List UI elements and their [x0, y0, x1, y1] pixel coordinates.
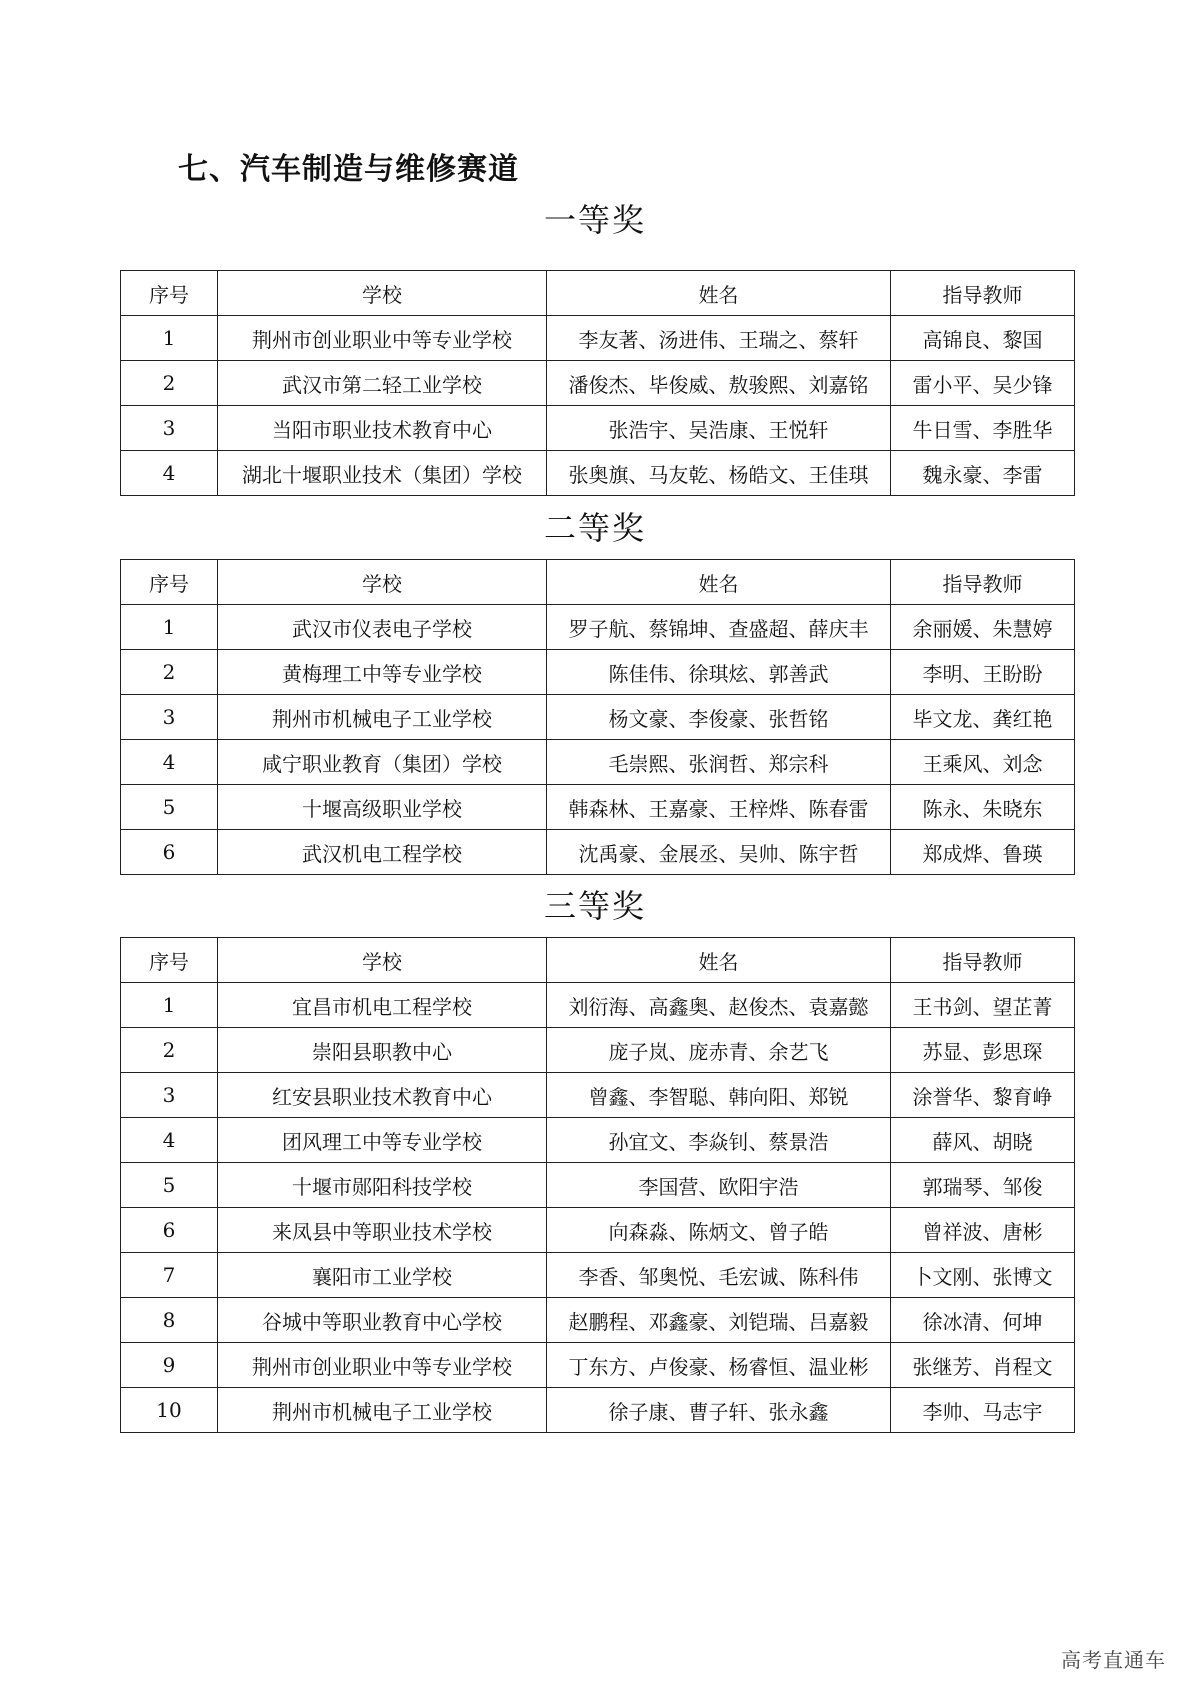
table-row	[121, 1028, 1075, 1073]
table-row	[121, 830, 1075, 875]
col-header-school: 学校	[218, 271, 547, 316]
cell-school: 咸宁职业教育（集团）学校	[218, 740, 547, 785]
cell-advisors: 李帅、马志宇	[891, 1388, 1075, 1433]
table-row	[121, 605, 1075, 650]
cell-school: 谷城中等职业教育中心学校	[218, 1298, 547, 1343]
cell-no: 1	[121, 316, 218, 361]
cell-no: 1	[121, 983, 218, 1028]
cell-no: 5	[121, 1163, 218, 1208]
cell-advisors: 牛日雪、李胜华	[891, 406, 1075, 451]
cell-no: 10	[121, 1388, 218, 1433]
cell-names: 陈佳伟、徐琪炫、郭善武	[547, 650, 891, 695]
cell-advisors: 张继芳、肖程文	[891, 1343, 1075, 1388]
col-header-names: 姓名	[547, 271, 891, 316]
col-header-school: 学校	[218, 560, 547, 605]
table-row	[121, 1073, 1075, 1118]
cell-names: 李香、邹奥悦、毛宏诚、陈科伟	[547, 1253, 891, 1298]
cell-names: 曾鑫、李智聪、韩向阳、郑锐	[547, 1073, 891, 1118]
cell-names: 李国营、欧阳宇浩	[547, 1163, 891, 1208]
cell-school: 崇阳县职教中心	[218, 1028, 547, 1073]
table-row	[121, 785, 1075, 830]
cell-school: 襄阳市工业学校	[218, 1253, 547, 1298]
cell-names: 徐子康、曹子轩、张永鑫	[547, 1388, 891, 1433]
award-table-first	[120, 270, 1075, 496]
cell-advisors: 王乘风、刘念	[891, 740, 1075, 785]
col-header-advisors: 指导教师	[891, 560, 1075, 605]
cell-advisors: 李明、王盼盼	[891, 650, 1075, 695]
section-title: 七、汽车制造与维修赛道	[178, 152, 519, 187]
cell-no: 7	[121, 1253, 218, 1298]
cell-school: 荆州市创业职业中等专业学校	[218, 1343, 547, 1388]
cell-school: 宜昌市机电工程学校	[218, 983, 547, 1028]
cell-names: 张浩宇、吴浩康、王悦轩	[547, 406, 891, 451]
col-header-school: 学校	[218, 938, 547, 983]
cell-school: 荆州市机械电子工业学校	[218, 695, 547, 740]
cell-no: 6	[121, 1208, 218, 1253]
table-row	[121, 695, 1075, 740]
col-header-no: 序号	[121, 938, 218, 983]
cell-names: 孙宜文、李焱钊、蔡景浩	[547, 1118, 891, 1163]
cell-advisors: 郑成烨、鲁瑛	[891, 830, 1075, 875]
table-row	[121, 650, 1075, 695]
cell-names: 向森淼、陈炳文、曾子皓	[547, 1208, 891, 1253]
cell-advisors: 王书剑、望芷菁	[891, 983, 1075, 1028]
cell-advisors: 陈永、朱晓东	[891, 785, 1075, 830]
cell-names: 李友著、汤进伟、王瑞之、蔡轩	[547, 316, 891, 361]
cell-names: 庞子岚、庞赤青、余艺飞	[547, 1028, 891, 1073]
cell-no: 4	[121, 740, 218, 785]
cell-names: 潘俊杰、毕俊威、敖骏熙、刘嘉铭	[547, 361, 891, 406]
cell-school: 来凤县中等职业技术学校	[218, 1208, 547, 1253]
award-heading-second: 二等奖	[543, 509, 646, 547]
cell-advisors: 薛风、胡晓	[891, 1118, 1075, 1163]
cell-names: 丁东方、卢俊豪、杨睿恒、温业彬	[547, 1343, 891, 1388]
cell-advisors: 涂誉华、黎育峥	[891, 1073, 1075, 1118]
cell-school: 湖北十堰职业技术（集团）学校	[218, 451, 547, 496]
table-row	[121, 1208, 1075, 1253]
cell-no: 3	[121, 695, 218, 740]
table-header-row	[121, 560, 1075, 605]
cell-school: 武汉市仪表电子学校	[218, 605, 547, 650]
cell-school: 荆州市创业职业中等专业学校	[218, 316, 547, 361]
cell-school: 当阳市职业技术教育中心	[218, 406, 547, 451]
table-row	[121, 740, 1075, 785]
table-row	[121, 1298, 1075, 1343]
cell-advisors: 高锦良、黎国	[891, 316, 1075, 361]
table-row	[121, 451, 1075, 496]
cell-advisors: 卜文刚、张博文	[891, 1253, 1075, 1298]
cell-names: 罗子航、蔡锦坤、查盛超、薛庆丰	[547, 605, 891, 650]
cell-names: 韩森林、王嘉豪、王梓烨、陈春雷	[547, 785, 891, 830]
cell-no: 3	[121, 406, 218, 451]
cell-no: 2	[121, 361, 218, 406]
cell-names: 赵鹏程、邓鑫豪、刘铠瑞、吕嘉毅	[547, 1298, 891, 1343]
cell-advisors: 曾祥波、唐彬	[891, 1208, 1075, 1253]
table-header-row	[121, 271, 1075, 316]
award-heading-third: 三等奖	[543, 887, 646, 925]
cell-no: 1	[121, 605, 218, 650]
cell-advisors: 余丽媛、朱慧婷	[891, 605, 1075, 650]
cell-names: 毛崇熙、张润哲、郑宗科	[547, 740, 891, 785]
cell-no: 2	[121, 650, 218, 695]
cell-names: 杨文豪、李俊豪、张哲铭	[547, 695, 891, 740]
cell-no: 5	[121, 785, 218, 830]
cell-school: 十堰市郧阳科技学校	[218, 1163, 547, 1208]
cell-no: 3	[121, 1073, 218, 1118]
col-header-names: 姓名	[547, 560, 891, 605]
cell-school: 团风理工中等专业学校	[218, 1118, 547, 1163]
cell-school: 荆州市机械电子工业学校	[218, 1388, 547, 1433]
col-header-names: 姓名	[547, 938, 891, 983]
table-row	[121, 1163, 1075, 1208]
cell-no: 4	[121, 1118, 218, 1163]
watermark: 高考直通车	[1061, 1648, 1166, 1672]
table-row	[121, 1343, 1075, 1388]
cell-advisors: 魏永豪、李雷	[891, 451, 1075, 496]
col-header-advisors: 指导教师	[891, 271, 1075, 316]
cell-school: 武汉机电工程学校	[218, 830, 547, 875]
award-table-third	[120, 937, 1075, 1433]
col-header-no: 序号	[121, 560, 218, 605]
award-heading-first: 一等奖	[543, 201, 646, 239]
cell-no: 9	[121, 1343, 218, 1388]
cell-school: 黄梅理工中等专业学校	[218, 650, 547, 695]
table-row	[121, 406, 1075, 451]
cell-advisors: 苏显、彭思琛	[891, 1028, 1075, 1073]
table-row	[121, 1253, 1075, 1298]
cell-no: 8	[121, 1298, 218, 1343]
table-row	[121, 1388, 1075, 1433]
cell-advisors: 徐冰清、何坤	[891, 1298, 1075, 1343]
cell-advisors: 毕文龙、龚红艳	[891, 695, 1075, 740]
cell-no: 2	[121, 1028, 218, 1073]
cell-names: 沈禹豪、金展丞、吴帅、陈宇哲	[547, 830, 891, 875]
cell-names: 张奥旗、马友乾、杨皓文、王佳琪	[547, 451, 891, 496]
table-row	[121, 1118, 1075, 1163]
table-row	[121, 361, 1075, 406]
table-header-row	[121, 938, 1075, 983]
cell-school: 武汉市第二轻工业学校	[218, 361, 547, 406]
col-header-no: 序号	[121, 271, 218, 316]
table-row	[121, 983, 1075, 1028]
cell-school: 十堰高级职业学校	[218, 785, 547, 830]
award-table-second	[120, 559, 1075, 875]
cell-advisors: 雷小平、吴少锋	[891, 361, 1075, 406]
table-row	[121, 316, 1075, 361]
cell-advisors: 郭瑞琴、邹俊	[891, 1163, 1075, 1208]
cell-no: 6	[121, 830, 218, 875]
cell-school: 红安县职业技术教育中心	[218, 1073, 547, 1118]
cell-no: 4	[121, 451, 218, 496]
cell-names: 刘衍海、高鑫奥、赵俊杰、袁嘉懿	[547, 983, 891, 1028]
col-header-advisors: 指导教师	[891, 938, 1075, 983]
